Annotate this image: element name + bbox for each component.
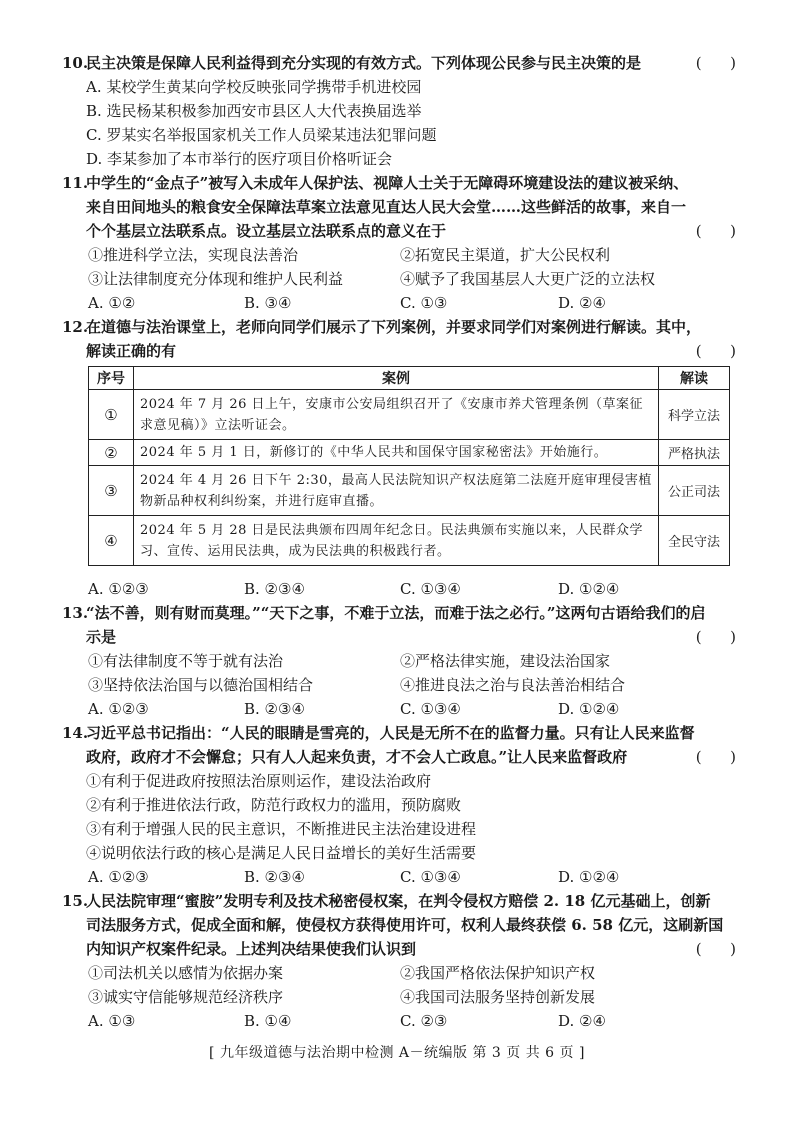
row-4-no: ④	[89, 516, 134, 566]
q12-choice-c: C. ①③④	[400, 580, 461, 598]
row-3-no: ③	[89, 466, 134, 516]
q13-choice-b: B. ②③④	[244, 700, 305, 718]
q10-option-a: A. 某校学生黄某向学校反映张同学携带手机进校园	[86, 78, 422, 96]
q10-answer-paren: ( )	[695, 54, 736, 72]
q10-option-d: D. 李某参加了本市举行的医疗项目价格听证会	[86, 150, 393, 168]
q12-choice-a: A. ①②③	[88, 580, 149, 598]
q15-choice-d: D. ②④	[558, 1012, 606, 1030]
table-row	[89, 516, 730, 566]
table-row	[89, 390, 730, 440]
q15-number: 15.	[62, 892, 89, 910]
q12-answer-paren: ( )	[695, 342, 736, 360]
q15-item-4: ④我国司法服务坚持创新发展	[400, 988, 596, 1006]
q11-item-3: ③让法律制度充分体现和维护人民利益	[88, 270, 344, 288]
q14-item-2: ②有利于推进依法行政，防范行政权力的滥用，预防腐败	[86, 796, 462, 814]
q11-choice-a: A. ①②	[88, 294, 136, 312]
q10-number: 10.	[62, 54, 89, 72]
q14-choice-c: C. ①③④	[400, 868, 461, 886]
q11-choice-d: D. ②④	[558, 294, 606, 312]
row-1-no: ①	[89, 390, 134, 440]
q12-choice-b: B. ②③④	[244, 580, 305, 598]
q12-stem-line-1: 在道德与法治课堂上，老师向同学们展示了下列案例，并要求同学们对案例进行解读。其中，	[86, 318, 702, 336]
row-2-no: ②	[89, 440, 134, 466]
q14-choice-d: D. ①②④	[558, 868, 620, 886]
q14-item-3: ③有利于增强人民的民主意识，不断推进民主法治建设进程	[86, 820, 477, 838]
row-4-case: 2024 年 5 月 28 日是民法典颁布四周年纪念日。民法典颁布实施以来，人民群众学习、宣传、运用民法典，成为民法典的积极践行者。	[134, 516, 659, 566]
row-4-interpretation: 全民守法	[659, 516, 730, 566]
q15-item-1: ①司法机关以感情为依据办案	[88, 964, 284, 982]
q15-item-3: ③诚实守信能够规范经济秩序	[88, 988, 284, 1006]
q14-stem-line-1: 习近平总书记指出：“人民的眼睛是雪亮的，人民是无所不在的监督力量。只有让人民来监督	[86, 724, 695, 742]
row-2-case: 2024 年 5 月 1 日，新修订的《中华人民共和国保守国家秘密法》开始施行。	[134, 440, 659, 466]
q11-stem-line-1: 中学生的“金点子”被写入未成年人保护法、视障人士关于无障碍环境建设法的建议被采纳、	[86, 174, 689, 192]
q13-number: 13.	[62, 604, 89, 622]
q11-number: 11.	[62, 174, 89, 192]
q15-item-2: ②我国严格依法保护知识产权	[400, 964, 596, 982]
q15-choice-b: B. ①④	[244, 1012, 292, 1030]
q11-item-2: ②拓宽民主渠道，扩大公民权利	[400, 246, 611, 264]
q11-item-4: ④赋予了我国基层人大更广泛的立法权	[400, 270, 656, 288]
q10-option-c: C. 罗某实名举报国家机关工作人员梁某违法犯罪问题	[86, 126, 437, 144]
q13-choice-c: C. ①③④	[400, 700, 461, 718]
q13-item-3: ③坚持依法治国与以德治国相结合	[88, 676, 314, 694]
header-no: 序号	[89, 367, 134, 390]
q13-choice-d: D. ①②④	[558, 700, 620, 718]
table-row	[89, 466, 730, 516]
q14-number: 14.	[62, 724, 89, 742]
row-1-case: 2024 年 7 月 26 日上午，安康市公安局组织召开了《安康市养犬管理条例（草案征求意见稿）》立法听证会。	[134, 390, 659, 440]
q13-stem-line-1: “法不善，则有财而莫理。”“天下之事，不难于立法，而难于法之必行。”这两句古语给我们的启	[86, 604, 706, 622]
q15-stem-line-2: 司法服务方式，促成全面和解，使侵权方获得使用许可，权利人最终获偿 6. 58 亿元，这刷新国	[86, 916, 724, 934]
q14-stem-line-2: 政府，政府才不会懈怠；只有人人起来负责，才不会人亡政息。”让人民来监督政府	[86, 748, 628, 766]
q15-choice-a: A. ①③	[88, 1012, 136, 1030]
header-interpretation: 解读	[659, 367, 730, 390]
q14-item-1: ①有利于促进政府按照法治原则运作，建设法治政府	[86, 772, 432, 790]
q14-choice-a: A. ①②③	[88, 868, 149, 886]
row-3-interpretation: 公正司法	[659, 466, 730, 516]
q10-option-b: B. 选民杨某积极参加西安市县区人大代表换届选举	[86, 102, 422, 120]
q11-item-1: ①推进科学立法，实现良法善治	[88, 246, 299, 264]
row-1-interpretation: 科学立法	[659, 390, 730, 440]
q11-stem-line-2: 来自田间地头的粮食安全保障法草案立法意见直达人民大会堂……这些鲜活的故事，来自一	[86, 198, 687, 216]
q15-stem-line-1: 人民法院审理“蜜胺”发明专利及技术秘密侵权案，在判令侵权方赔偿 2. 18 亿元基础上，创新	[86, 892, 711, 910]
q12-number: 12.	[62, 318, 89, 336]
q12-stem-line-2: 解读正确的有	[86, 342, 177, 360]
q11-stem-line-3: 个个基层立法联系点。设立基层立法联系点的意义在于	[86, 222, 447, 240]
q13-item-4: ④推进良法之治与良法善治相结合	[400, 676, 626, 694]
q15-answer-paren: ( )	[695, 940, 736, 958]
q14-choice-b: B. ②③④	[244, 868, 305, 886]
row-2-interpretation: 严格执法	[659, 440, 730, 466]
q11-choice-c: C. ①③	[400, 294, 448, 312]
q13-answer-paren: ( )	[695, 628, 736, 646]
q15-choice-c: C. ②③	[400, 1012, 448, 1030]
row-3-case: 2024 年 4 月 26 日下午 2:30，最高人民法院知识产权法庭第二法庭开庭审理侵害植物新品种权利纠纷案，并进行庭审直播。	[134, 466, 659, 516]
q12-choice-d: D. ①②④	[558, 580, 620, 598]
q14-item-4: ④说明依法行政的核心是满足人民日益增长的美好生活需要	[86, 844, 477, 862]
q13-choice-a: A. ①②③	[88, 700, 149, 718]
table-row	[89, 440, 730, 466]
q13-stem-line-2: 示是	[86, 628, 117, 646]
header-case: 案例	[134, 367, 659, 390]
q11-choice-b: B. ③④	[244, 294, 292, 312]
q15-stem-line-3: 内知识产权案件纪录。上述判决结果使我们认识到	[86, 940, 417, 958]
q13-item-1: ①有法律制度不等于就有法治	[88, 652, 284, 670]
q12-case-table	[88, 366, 730, 566]
page-footer: [ 九年级道德与法治期中检测 A－统编版 第 3 页 共 6 页 ]	[209, 1045, 585, 1061]
q11-answer-paren: ( )	[695, 222, 736, 240]
q10-stem: 民主决策是保障人民利益得到充分实现的有效方式。下列体现公民参与民主决策的是	[86, 54, 642, 72]
table-header-row	[89, 367, 730, 390]
q13-item-2: ②严格法律实施，建设法治国家	[400, 652, 611, 670]
q14-answer-paren: ( )	[695, 748, 736, 766]
